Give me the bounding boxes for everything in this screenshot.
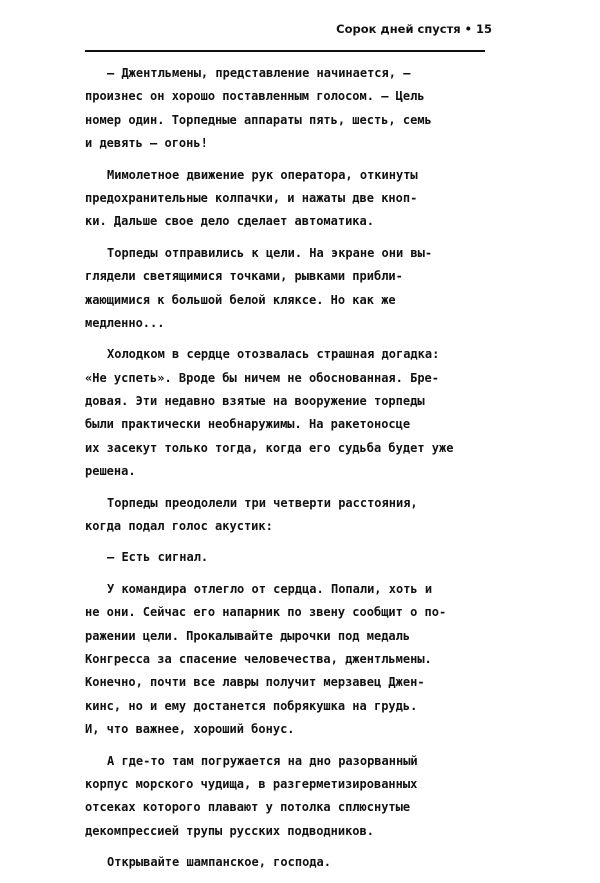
running-head: Сорок дней спустя • 15 <box>336 22 492 36</box>
text-line: не они. Сейчас его напарник по звену сообщит о по- <box>85 605 447 620</box>
text-line: и девять — огонь! <box>85 136 208 151</box>
text-line: номер один. Торпедные аппараты пять, шесть, семь <box>85 112 432 127</box>
text-line: И, что важнее, хороший бонус. <box>85 722 295 737</box>
text-line: У командира отлегло от сердца. Попали, хоть и <box>107 581 433 596</box>
paragraph <box>85 546 485 569</box>
text-line: Конечно, почти все лавры получит мерзавец Джен- <box>85 675 425 690</box>
text-line: глядели светящимися точками, рывками прибли- <box>85 269 403 284</box>
paragraph <box>85 851 485 874</box>
text-line: Открывайте шампанское, господа. <box>107 855 331 870</box>
paragraph <box>85 242 485 336</box>
text-line: — Есть сигнал. <box>107 550 209 565</box>
text-line: жающимися к большой белой кляксе. Но как же <box>85 292 396 307</box>
header-rule <box>85 50 485 52</box>
text-line: были практически необнаружимы. На ракетоносце <box>85 417 411 432</box>
text-line: предохранительные колпачки, и нажаты две кноп- <box>85 190 418 205</box>
text-line: Холодком в сердце отозвалась страшная догадка: <box>107 347 440 362</box>
text-line: когда подал голос акустик: <box>85 519 273 534</box>
text-line: А где-то там погружается на дно разорванный <box>107 753 418 768</box>
paragraph <box>85 492 485 539</box>
paragraph <box>85 164 485 234</box>
page-body <box>85 62 485 883</box>
text-line: кинс, но и ему достанется побрякушка на грудь. <box>85 698 418 713</box>
text-line: решена. <box>85 464 136 479</box>
text-line: отсеках которого плавают у потолка сплюснутые <box>85 800 411 815</box>
text-line: ражении цели. Прокалывайте дырочки под медаль <box>85 628 411 643</box>
text-line: произнес он хорошо поставленным голосом. — Цель <box>85 89 425 104</box>
text-line: декомпрессией трупы русских подводников. <box>85 823 374 838</box>
paragraph <box>85 578 485 742</box>
text-line: Торпеды преодолели три четверти расстояния, <box>107 495 418 510</box>
text-line: корпус морского чудища, в разгерметизированных <box>85 776 418 791</box>
text-line: довая. Эти недавно взятые на вооружение торпеды <box>85 394 425 409</box>
text-line: «Не успеть». Вроде бы ничем не обоснованная. Бре- <box>85 370 440 385</box>
paragraph <box>85 343 485 483</box>
text-line: медленно... <box>85 315 165 330</box>
text-line: Мимолетное движение рук оператора, откинуты <box>107 167 418 182</box>
paragraph <box>85 750 485 844</box>
text-line: ки. Дальше свое дело сделает автоматика. <box>85 214 374 229</box>
text-line: — Джентльмены, представление начинается, — <box>107 66 411 80</box>
text-line: Торпеды отправились к цели. На экране они вы- <box>107 245 433 260</box>
text-line: Конгресса за спасение человечества, джентльмены. <box>85 651 432 666</box>
text-line: их засекут только тогда, когда его судьба будет уже <box>85 440 454 455</box>
paragraph <box>85 62 485 156</box>
